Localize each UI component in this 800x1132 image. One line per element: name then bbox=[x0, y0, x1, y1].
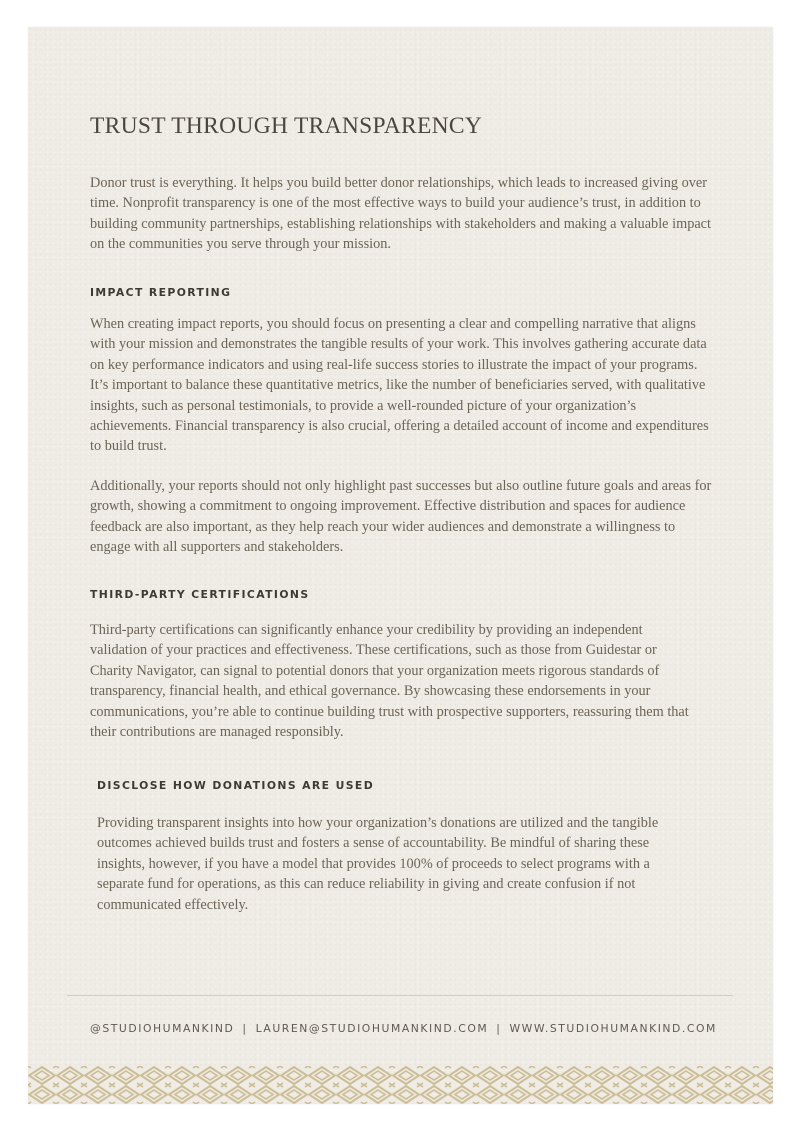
footer-separator: | bbox=[496, 1022, 502, 1035]
footer-social-handle[interactable]: @STUDIOHUMANKIND bbox=[90, 1022, 235, 1035]
impact-reporting-paragraph-1: When creating impact reports, you should focus on presenting a clear and compelling narrative that aligns with your mission and demonstrates the tangible results of your work. This involves gathering accurate data on key performance indicators and using real-life success stories to illustrate the impact of your programs. It’s important to balance these quantitative metrics, like the number of beneficiaries served, with qualitative insights, such as personal testimonials, to provide a well-rounded picture of your organization’s achievements. Financial transparency is also crucial, offering a detailed account of income and expenditures to build trust. bbox=[90, 316, 709, 455]
section-heading-third-party-certifications: THIRD-PARTY CERTIFICATIONS bbox=[90, 588, 310, 601]
footer-contact bbox=[90, 1022, 717, 1035]
impact-reporting-paragraph-2: Additionally, your reports should not only highlight past successes but also outline future goals and areas for growth, showing a commitment to ongoing improvement. Effective distribution and spaces for audience feedback are also important, as they help reach your wider audiences and demonstrate a willingness to engage with all supporters and stakeholders. bbox=[90, 478, 712, 556]
footer-separator: | bbox=[242, 1022, 248, 1035]
section-heading-impact-reporting: IMPACT REPORTING bbox=[90, 286, 232, 299]
page-title: TRUST THROUGH TRANSPARENCY bbox=[90, 113, 483, 139]
footer-website-link[interactable]: WWW.STUDIOHUMANKIND.COM bbox=[509, 1022, 717, 1035]
decorative-pattern-border bbox=[28, 1066, 773, 1104]
footer-divider bbox=[67, 995, 733, 996]
document-page bbox=[28, 27, 773, 1104]
intro-paragraph: Donor trust is everything. It helps you build better donor relationships, which leads to increased giving over time. Nonprofit transparency is one of the most effective ways to build your audience’s trust, in addition to building community partnerships, establishing relationships with stakeholders and making a valuable impact on the communities you serve through your mission. bbox=[90, 175, 711, 253]
donations-paragraph: Providing transparent insights into how your organization’s donations are utilized and the tangible outcomes achieved builds trust and fosters a sense of accountability. Be mindful of sharing these insights, however, if you have a model that provides 100% of proceeds to select programs with a separate fund for operations, as this can reduce reliability in giving and create confusion if not communicated effectively. bbox=[97, 815, 659, 913]
footer-email-link[interactable]: LAUREN@STUDIOHUMANKIND.COM bbox=[255, 1022, 489, 1035]
certifications-paragraph: Third-party certifications can significantly enhance your credibility by providing an independent validation of your practices and effectiveness. These certifications, such as those from Guidestar or Charity Navigator, can signal to potential donors that your organization meets rigorous standards of transparency, financial health, and ethical governance. By showcasing these endorsements in your communications, you’re able to continue building trust with prospective supporters, reassuring them that their contributions are managed responsibly. bbox=[90, 622, 689, 741]
section-heading-disclose-donations: DISCLOSE HOW DONATIONS ARE USED bbox=[97, 779, 375, 792]
